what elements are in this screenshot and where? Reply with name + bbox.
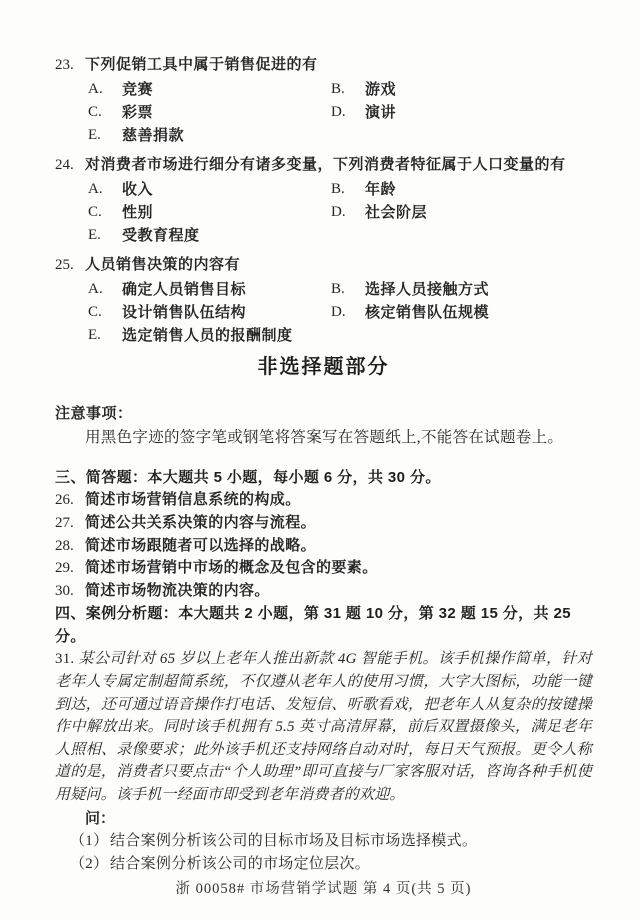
option-text: 选择人员接触方式 — [365, 281, 490, 298]
option-text: 受教育程度 — [122, 227, 200, 244]
item-text: 简述市场营销中市场的概念及包含的要素。 — [85, 560, 378, 577]
item-text: 简述市场物流决策的内容。 — [85, 582, 270, 599]
option-row — [88, 178, 331, 201]
option-text: 竞赛 — [122, 81, 154, 98]
question-25-options — [88, 278, 592, 347]
case-study-section — [55, 602, 592, 876]
notice — [55, 402, 592, 450]
option-row — [88, 301, 331, 324]
option-text: 社会阶层 — [365, 204, 428, 221]
short-answer-section — [55, 450, 592, 602]
option-label: A. — [88, 81, 103, 97]
option-label: A. — [88, 181, 103, 197]
option-label: B. — [331, 81, 345, 97]
notice-body: 用黑色字迹的签字笔或钢笔将答案写在答题纸上,不能答在试题卷上。 — [85, 429, 564, 447]
notice-title: 注意事项： — [55, 405, 133, 423]
short-answer-heading: 三、简答题：本大题共 5 小题，每小题 6 分，共 30 分。 — [55, 469, 441, 487]
option-text: 设计销售队伍结构 — [122, 304, 247, 321]
option-label: D. — [331, 304, 346, 320]
option-row — [88, 278, 331, 301]
option-row — [88, 101, 331, 124]
option-label: E. — [88, 127, 101, 143]
option-row — [88, 224, 331, 247]
case-subquestion-1 — [55, 830, 592, 854]
question-stem: 对消费者市场进行细分有诸多变量，下列消费者特征属于人口变量的有 — [85, 156, 566, 173]
option-text: 性别 — [122, 204, 154, 221]
option-text: 演讲 — [365, 104, 397, 121]
question-23 — [55, 52, 592, 147]
question-stem: 下列促销工具中属于销售促进的有 — [85, 56, 318, 73]
subquestion-number: （2） — [70, 856, 109, 873]
case-number: 31. — [55, 651, 75, 668]
option-label: C. — [88, 304, 102, 320]
question-number: 24. — [55, 157, 74, 173]
short-answer-item — [55, 535, 592, 558]
option-row — [88, 78, 331, 101]
option-text: 年龄 — [365, 181, 397, 198]
option-row — [88, 124, 331, 147]
option-row — [331, 278, 592, 301]
question-24-stem-row — [55, 152, 592, 178]
option-row — [331, 78, 592, 101]
case-study-paragraph — [55, 648, 592, 806]
case-subquestion-2 — [55, 853, 592, 877]
item-text: 简述公共关系决策的内容与流程。 — [85, 514, 317, 531]
option-row — [331, 301, 592, 324]
option-text: 确定人员销售目标 — [122, 281, 247, 298]
option-row — [88, 201, 331, 224]
short-answer-item — [55, 489, 592, 512]
option-row — [88, 324, 331, 347]
option-text: 选定销售人员的报酬制度 — [122, 327, 293, 344]
case-study-heading: 四、案例分析题：本大题共 2 小题，第 31 题 10 分，第 32 题 15 分，共 25 分。 — [55, 605, 572, 646]
option-row — [331, 101, 592, 124]
case-body: 某公司针对 65 岁以上老年人推出新款 4G 智能手机。该手机操作简单，针对老年人专属定制超简系统，不仅遵从老年人的使用习惯，大字大图标，功能一键到达，还可通过语音操作打电话、发短信、听歌看戏，把老年人从复杂的按键操作中解放出来。同时该手机拥有 5.5 英寸高清屏幕，前后双置摄像头，满足老年人照相、录像要求；此外该手机还支持网络自动对时，每日天气预报。更令人称道的是，消费者只要点击“个人助理”即可直接与厂家客服对话，咨询各种手机使用疑问。该手机一经面市即受到老年消费者的欢迎。 — [55, 651, 593, 803]
option-label: D. — [331, 204, 346, 220]
option-label: B. — [331, 181, 345, 197]
option-row — [331, 201, 592, 224]
option-text: 彩票 — [122, 104, 154, 121]
subquestion-number: （1） — [70, 832, 109, 849]
option-row — [331, 178, 592, 201]
short-answer-item — [55, 580, 592, 603]
item-number: 26. — [55, 492, 74, 509]
option-label: B. — [331, 281, 345, 297]
item-number: 27. — [55, 514, 74, 531]
item-number: 30. — [55, 582, 74, 599]
item-number: 29. — [55, 560, 74, 577]
option-label: A. — [88, 281, 103, 297]
option-label: E. — [88, 327, 101, 343]
question-25 — [55, 252, 592, 347]
question-24 — [55, 152, 592, 247]
item-text: 简述市场营销信息系统的构成。 — [85, 492, 301, 509]
option-label: C. — [88, 104, 102, 120]
case-ask-label: 问： — [85, 809, 116, 827]
option-text: 慈善捐款 — [122, 127, 185, 144]
short-answer-item — [55, 557, 592, 580]
option-label: E. — [88, 227, 101, 243]
question-number: 23. — [55, 57, 74, 73]
question-23-options — [88, 78, 592, 147]
question-25-stem-row — [55, 252, 592, 278]
subquestion-text: 结合案例分析该公司的目标市场及目标市场选择模式。 — [110, 832, 478, 849]
page-footer: 浙 00058# 市场营销学试题 第 4 页(共 5 页) — [175, 880, 472, 897]
question-23-stem-row — [55, 52, 592, 78]
short-answer-item — [55, 512, 592, 535]
item-text: 简述市场跟随者可以选择的战略。 — [85, 537, 317, 554]
option-text: 游戏 — [365, 81, 397, 98]
question-24-options — [88, 178, 592, 247]
option-text: 核定销售队伍规模 — [365, 304, 490, 321]
option-label: C. — [88, 204, 102, 220]
item-number: 28. — [55, 537, 74, 554]
section-title-non-mcq: 非选择题部分 — [257, 356, 390, 378]
question-number: 25. — [55, 257, 74, 273]
option-label: D. — [331, 104, 346, 120]
subquestion-text: 结合案例分析该公司的市场定位层次。 — [110, 856, 371, 873]
question-stem: 人员销售决策的内容有 — [85, 256, 241, 273]
option-text: 收入 — [122, 181, 154, 198]
